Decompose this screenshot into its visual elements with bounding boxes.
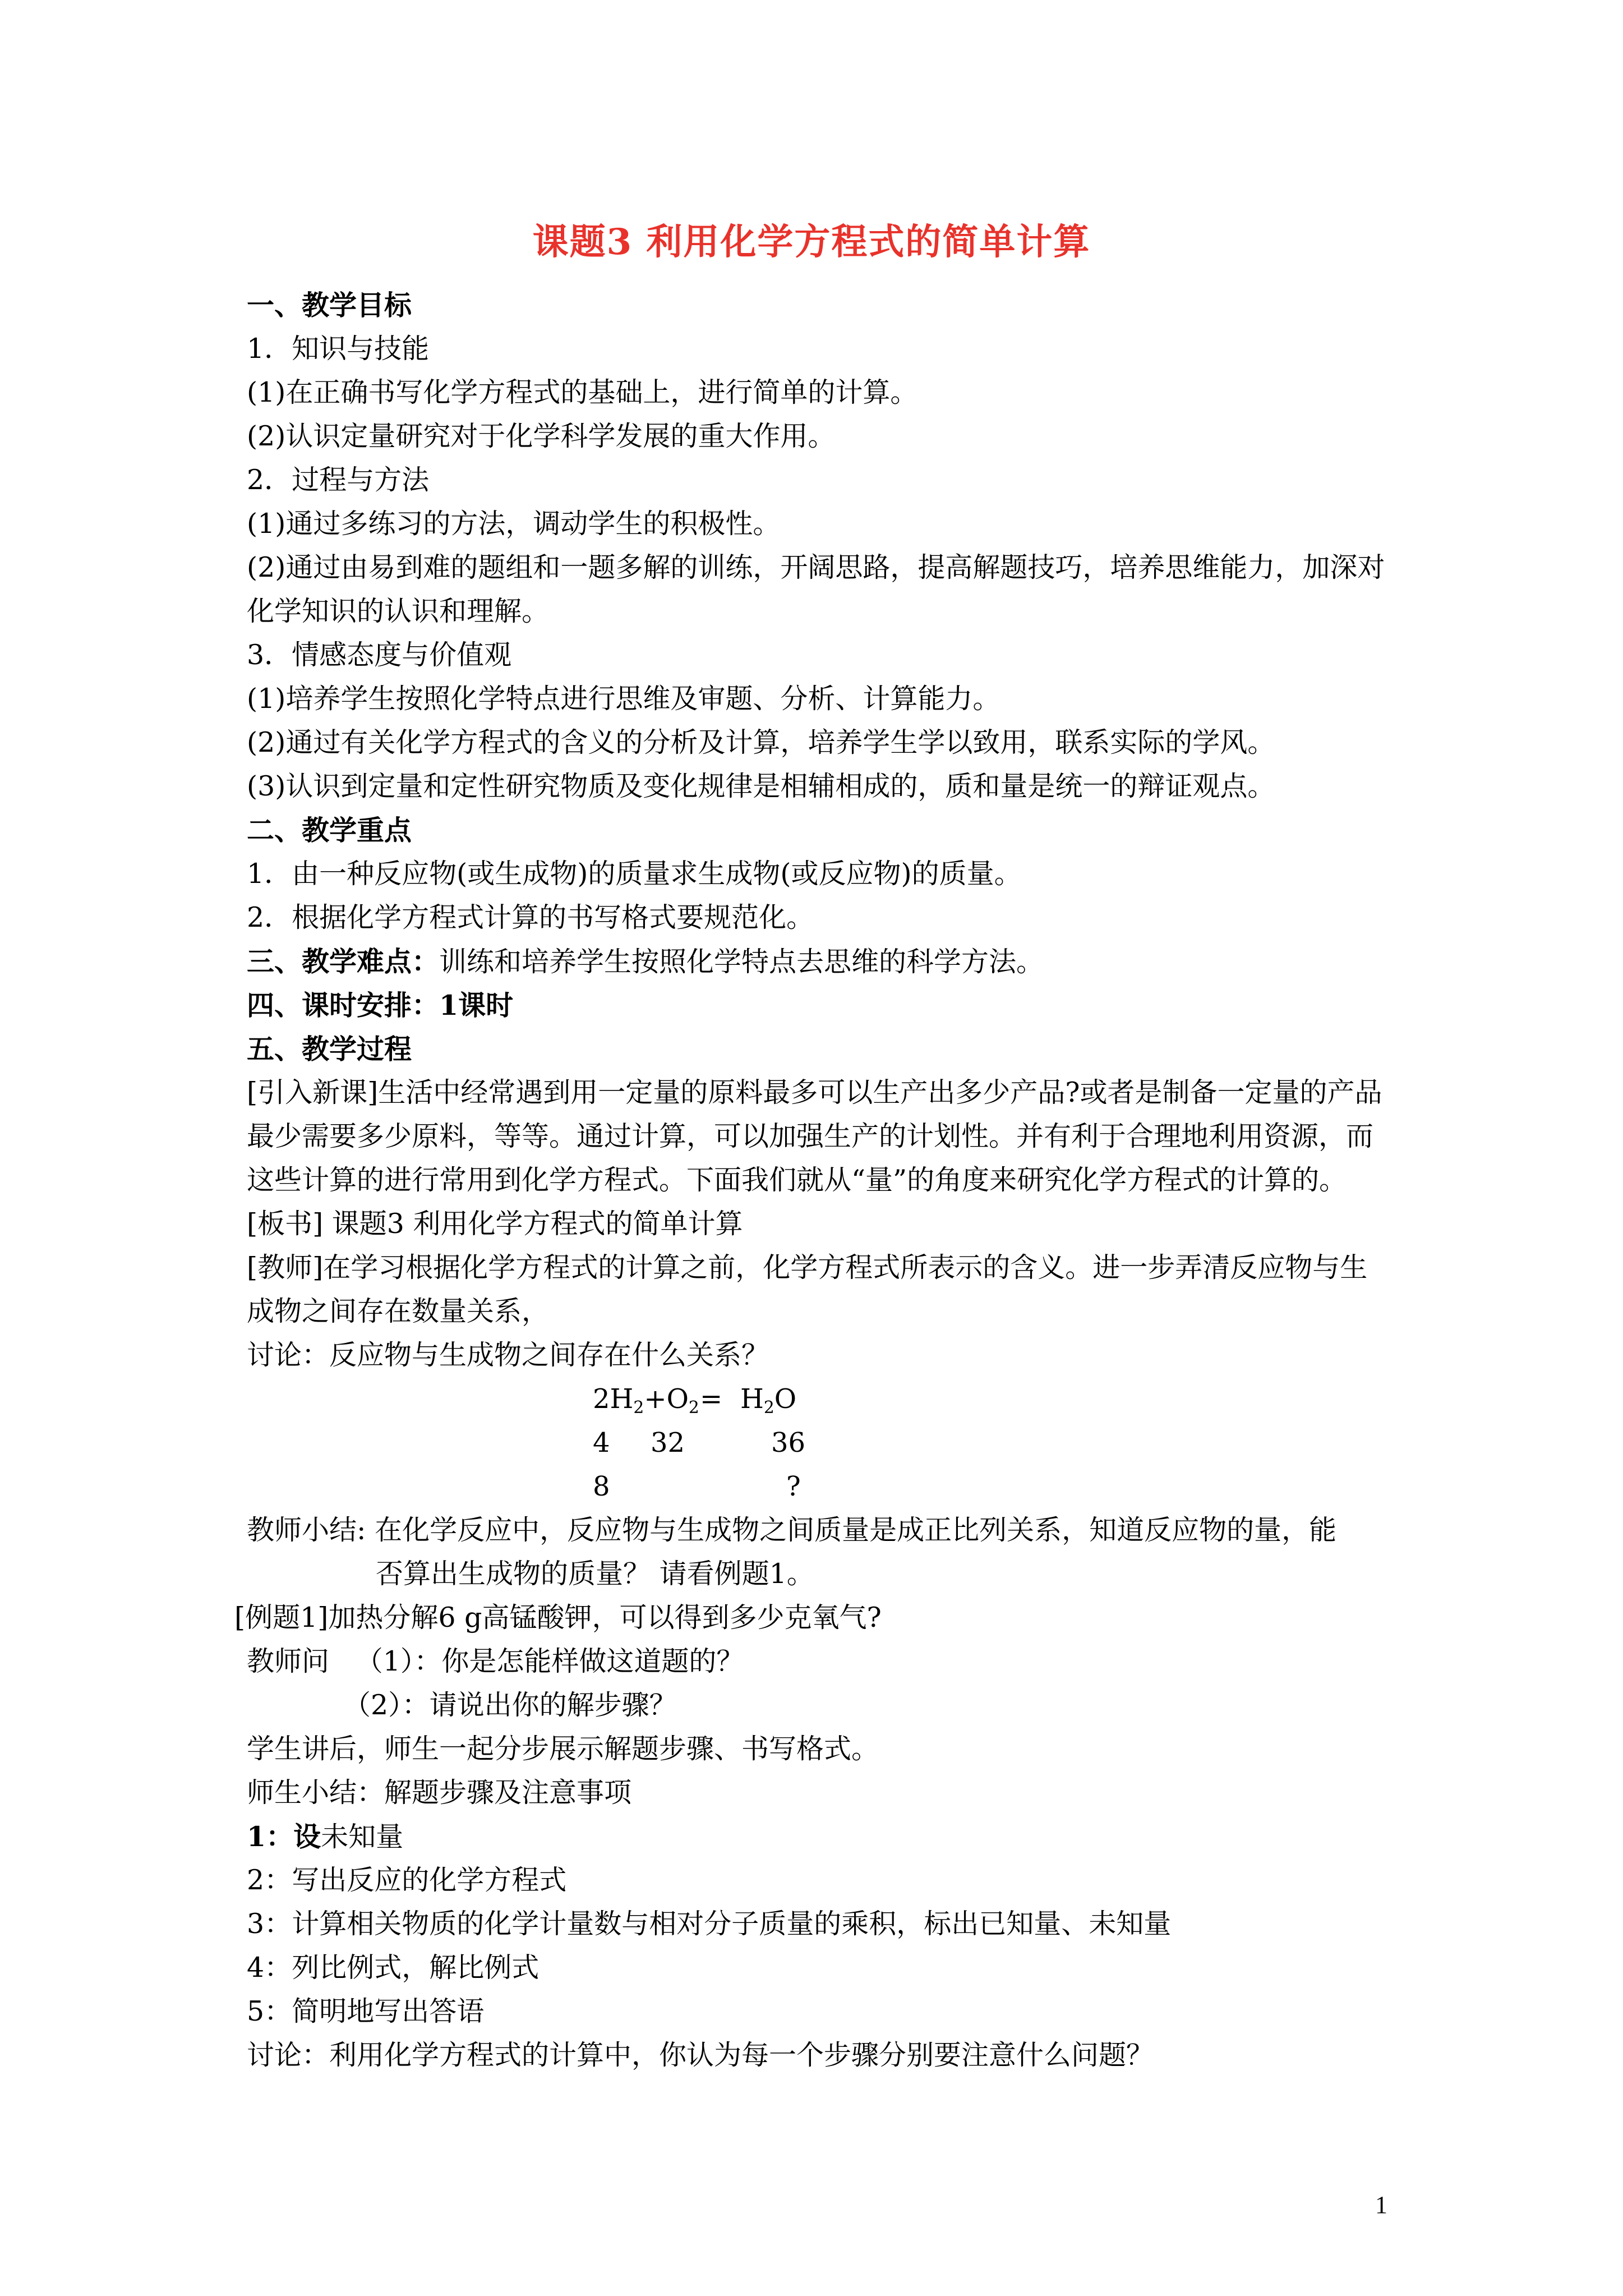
document-body xyxy=(234,283,1391,2077)
equation-unknown-row xyxy=(247,1465,1391,1508)
objective-item: (1)通过多练习的方法，调动学生的积极性。 xyxy=(247,508,781,540)
key-point-item: 2．根据化学方程式计算的书写格式要规范化。 xyxy=(247,901,814,933)
discussion-question: 讨论：反应物与生成物之间存在什么关系？ xyxy=(247,1339,769,1371)
heading-schedule: 四、课时安排：1课时 xyxy=(247,989,514,1022)
summary-line: 否算出生成物的质量？ 请看例题1。 xyxy=(376,1558,814,1590)
summary-label: 教师小结: xyxy=(247,1514,366,1546)
teacher-summary xyxy=(247,1508,1391,1596)
equation-mass-row xyxy=(247,1421,1391,1465)
objective-item: (2)认识定量研究对于化学科学发展的重大作用。 xyxy=(247,420,836,452)
after-text: 学生讲后，师生一起分步展示解题步骤、书写格式。 xyxy=(247,1733,879,1765)
teacher-paragraph: [教师]在学习根据化学方程式的计算之前，化学方程式所表示的含义。进一步弄清反应物与生成物之间存在数量关系， xyxy=(247,1251,1368,1327)
subheading-attitude: 3．情感态度与价值观 xyxy=(247,639,512,671)
objective-item: (2)通过由易到难的题组和一题多解的训练，开阔思路，提高解题技巧，培养思维能力，加深对化学知识的认识和理解。 xyxy=(247,551,1385,627)
summary-line: 教师小结: 在化学反应中，反应物与生成物之间质量是成正比列关系，知道反应物的量，能 xyxy=(247,1514,1337,1546)
objective-item: (3)认识到定量和定性研究物质及变化规律是相辅相成的，质和量是统一的辩证观点。 xyxy=(247,770,1275,802)
key-point-item: 1．由一种反应物(或生成物)的质量求生成物(或反应物)的质量。 xyxy=(247,858,1022,890)
equation-text: $2H_2+O_2$ xyxy=(593,1383,699,1418)
mass-value: 4 xyxy=(593,1427,610,1458)
page-title: 课题3 利用化学方程式的简单计算 xyxy=(532,221,1091,263)
summary-steps-heading: 师生小结：解题步骤及注意事项 xyxy=(247,1777,632,1809)
intro-paragraph: [引入新课]生活中经常遇到用一定量的原料最多可以生产出多少产品?或者是制备一定量的产品最少需要多少原料，等等。通过计算，可以加强生产的计划性。并有利于合理地利用资源，而这些计算的进行常用到化学方程式。下面我们就从“量”的角度来研究化学方程式的计算的。 xyxy=(247,1076,1382,1196)
discussion-question: 讨论：利用化学方程式的计算中，你认为每一个步骤分别要注意什么问题？ xyxy=(247,2039,1154,2071)
subheading-knowledge: 1．知识与技能 xyxy=(247,333,430,365)
mass-value: 36 xyxy=(771,1427,806,1458)
page-number: 1 xyxy=(1375,2191,1387,2219)
step-item: 1：设未知量 xyxy=(247,1820,404,1853)
teacher-question-2: （2）：请说出你的解步骤？ xyxy=(343,1689,677,1721)
difficulty-text: 训练和培养学生按照化学特点去思维的科学方法。 xyxy=(439,946,1044,978)
board-line: [板书] 课题3 利用化学方程式的简单计算 xyxy=(247,1208,743,1240)
objective-item: (1)在正确书写化学方程式的基础上，进行简单的计算。 xyxy=(247,376,918,408)
difficulty-line xyxy=(247,940,1391,983)
example-problem: [例题1]加热分解6 g高锰酸钾，可以得到多少克氧气? xyxy=(234,1602,882,1634)
unknown-mark: ? xyxy=(786,1471,801,1502)
teacher-question-1: 教师问 （1）：你是怎能样做这道题的？ xyxy=(247,1645,744,1677)
objective-item: (1)培养学生按照化学特点进行思维及审题、分析、计算能力。 xyxy=(247,683,1000,715)
heading-difficulty: 三、教学难点： xyxy=(247,945,440,978)
step-item: 4：列比例式，解比例式 xyxy=(247,1952,540,1984)
equation-product: $H_2O$ xyxy=(740,1383,797,1418)
step-item: 2：写出反应的化学方程式 xyxy=(247,1864,567,1896)
chemical-equation xyxy=(247,1377,1391,1421)
mass-value: 32 xyxy=(651,1427,685,1458)
step-item: 3：计算相关物质的化学计量数与相对分子质量的乘积，标出已知量、未知量 xyxy=(247,1908,1172,1940)
heading-key-points: 二、教学重点 xyxy=(247,814,412,846)
step-item: 5：简明地写出答语 xyxy=(247,1995,485,2027)
mass-value: 8 xyxy=(593,1471,610,1502)
heading-process: 五、教学过程 xyxy=(247,1033,412,1065)
subheading-process: 2．过程与方法 xyxy=(247,464,430,496)
equals-sign: = xyxy=(700,1383,723,1415)
objective-item: (2)通过有关化学方程式的含义的分析及计算，培养学生学以致用，联系实际的学风。 xyxy=(247,726,1275,758)
heading-objectives: 一、教学目标 xyxy=(247,289,412,321)
